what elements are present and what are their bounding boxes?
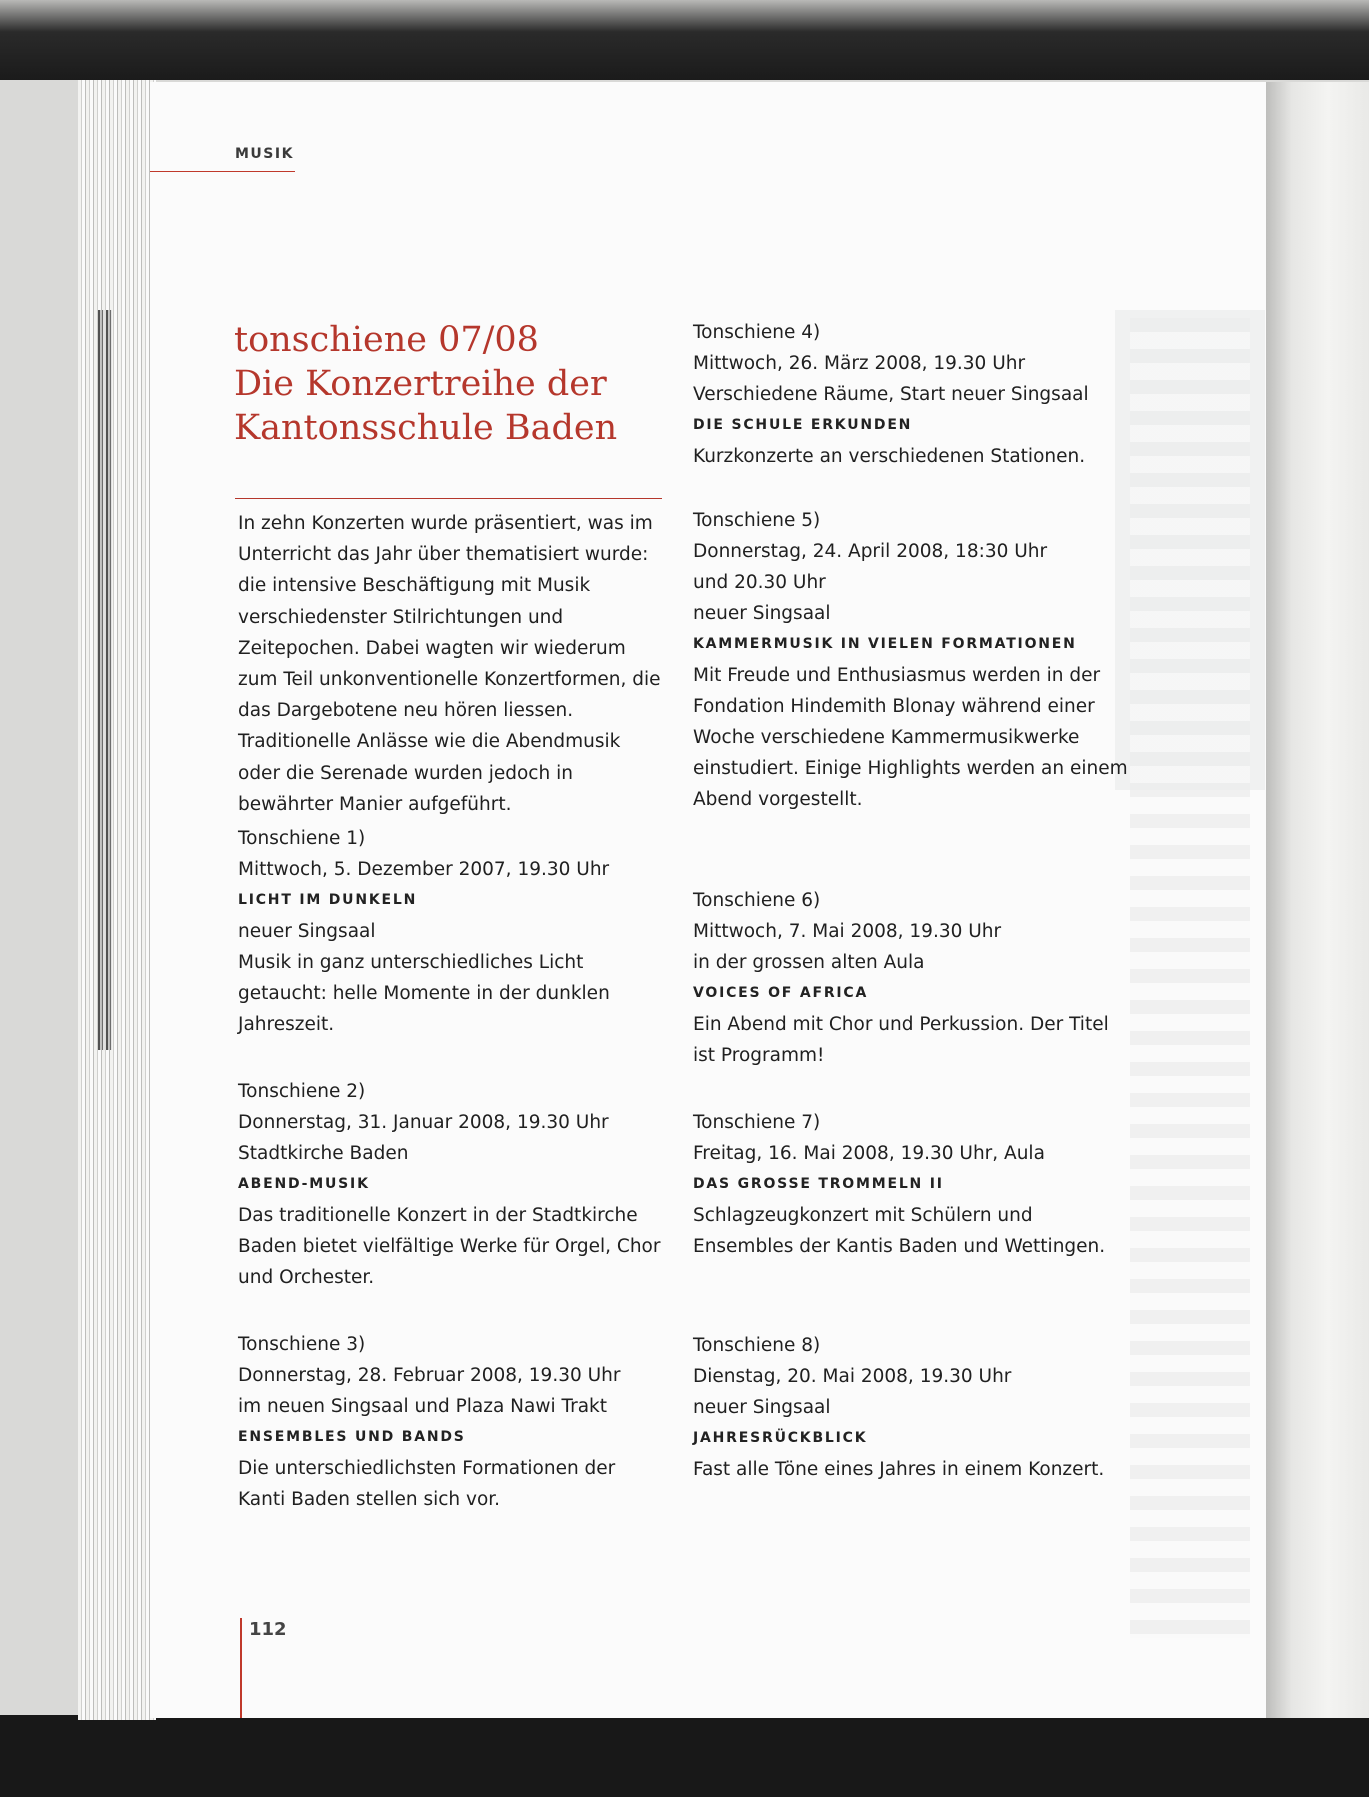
concert-entry-8	[693, 1330, 1133, 1485]
intro-paragraph: In zehn Konzerten wurde präsentiert, was im Unterricht das Jahr über thematisiert wurde: die intensive Beschäftigung mit Musik verschiedenster Stilrichtungen und Zeitepochen. Dabei wagten wir wiederum zum Teil unkonventionelle Konzertformen, die das Dargebotene neu hören liessen. Traditionelle Anlässe wie die Abendmusik oder die Serenade wurden jedoch in bewährter Manier aufgeführt.	[238, 513, 661, 815]
concert-date: Mittwoch, 26. März 2008, 19.30 Uhr	[693, 353, 1026, 374]
title-line: tonschiene 07/08	[234, 320, 539, 360]
concert-entry-1	[238, 823, 668, 1040]
concert-name: Tonschiene 8)	[693, 1335, 821, 1356]
concert-venue: Stadtkirche Baden	[238, 1143, 409, 1164]
concert-venue: neuer Singsaal	[693, 603, 831, 624]
concert-date-second: und 20.30 Uhr	[693, 572, 826, 593]
concert-date: Mittwoch, 7. Mai 2008, 19.30 Uhr	[693, 921, 1002, 942]
title-rule	[235, 498, 662, 499]
concert-entry-7	[693, 1107, 1133, 1262]
concert-venue: neuer Singsaal	[238, 921, 376, 942]
concert-name: Tonschiene 5)	[693, 510, 821, 531]
concert-heading: DAS GROSSE TROMMELN II	[693, 1176, 944, 1192]
page-number-rule	[240, 1618, 242, 1718]
concert-heading: DIE SCHULE ERKUNDEN	[693, 417, 913, 433]
concert-date: Donnerstag, 31. Januar 2008, 19.30 Uhr	[238, 1112, 609, 1133]
concert-heading: VOICES OF AFRICA	[693, 985, 869, 1001]
concert-name: Tonschiene 4)	[693, 322, 821, 343]
concert-venue: Verschiedene Räume, Start neuer Singsaal	[693, 384, 1089, 405]
concert-description: Musik in ganz unterschiedliches Licht getaucht: helle Momente in der dunklen Jahreszeit.	[238, 952, 610, 1035]
concert-description: Mit Freude und Enthusiasmus werden in der Fondation Hindemith Blonay während einer Woche verschiedene Kammermusikwerke einstudiert. Einige Highlights werden an einem Abend vorgestellt.	[693, 665, 1128, 810]
concert-name: Tonschiene 7)	[693, 1112, 821, 1133]
book-page-edges	[78, 80, 156, 1720]
concert-entry-6	[693, 885, 1133, 1071]
show-through-text	[1130, 318, 1250, 1638]
concert-description: Ein Abend mit Chor und Perkussion. Der Titel ist Programm!	[693, 1014, 1109, 1066]
scan-bottom-border	[0, 1715, 1369, 1797]
concert-name: Tonschiene 3)	[238, 1334, 366, 1355]
concert-date: Donnerstag, 24. April 2008, 18:30 Uhr	[693, 541, 1048, 562]
concert-date: Donnerstag, 28. Februar 2008, 19.30 Uhr	[238, 1365, 621, 1386]
concert-entry-5	[693, 505, 1133, 815]
concert-date: Dienstag, 20. Mai 2008, 19.30 Uhr	[693, 1366, 1012, 1387]
concert-name: Tonschiene 2)	[238, 1081, 366, 1102]
concert-description: Fast alle Töne eines Jahres in einem Konzert.	[693, 1459, 1105, 1480]
concert-description: Das traditionelle Konzert in der Stadtkirche Baden bietet vielfältige Werke für Orgel, Chor und Orchester.	[238, 1205, 661, 1288]
concert-heading: KAMMERMUSIK IN VIELEN FORMATIONEN	[693, 636, 1077, 652]
concert-description: Die unterschiedlichsten Formationen der Kanti Baden stellen sich vor.	[238, 1458, 616, 1510]
concert-heading: ENSEMBLES UND BANDS	[238, 1429, 466, 1445]
scan-top-border	[0, 0, 1369, 80]
concert-venue: neuer Singsaal	[693, 1397, 831, 1418]
title-line: Kantonsschule Baden	[234, 408, 618, 448]
concert-entry-4	[693, 317, 1133, 472]
concert-name: Tonschiene 1)	[238, 828, 366, 849]
concert-venue: in der grossen alten Aula	[693, 952, 925, 973]
concert-description: Kurzkonzerte an verschiedenen Stationen.	[693, 446, 1086, 467]
concert-venue: im neuen Singsaal und Plaza Nawi Trakt	[238, 1396, 607, 1417]
book-spine	[1266, 82, 1369, 1718]
concert-entry-3	[238, 1329, 668, 1515]
concert-entry-2	[238, 1076, 668, 1293]
concert-date: Freitag, 16. Mai 2008, 19.30 Uhr, Aula	[693, 1143, 1045, 1164]
concert-name: Tonschiene 6)	[693, 890, 821, 911]
title-line: Die Konzertreihe der	[234, 364, 607, 404]
page-edge-marking	[98, 310, 112, 1050]
concert-heading: LICHT IM DUNKELN	[238, 892, 418, 908]
concert-heading: ABEND-MUSIK	[238, 1176, 370, 1192]
article-title	[234, 318, 674, 450]
concert-date: Mittwoch, 5. Dezember 2007, 19.30 Uhr	[238, 859, 610, 880]
section-label: MUSIK	[235, 146, 294, 162]
concert-heading: JAHRESRÜCKBLICK	[693, 1430, 868, 1446]
concert-description: Schlagzeugkonzert mit Schülern und Ensembles der Kantis Baden und Wettingen.	[693, 1205, 1106, 1257]
page-number: 112	[249, 1619, 287, 1640]
section-rule	[150, 171, 295, 172]
